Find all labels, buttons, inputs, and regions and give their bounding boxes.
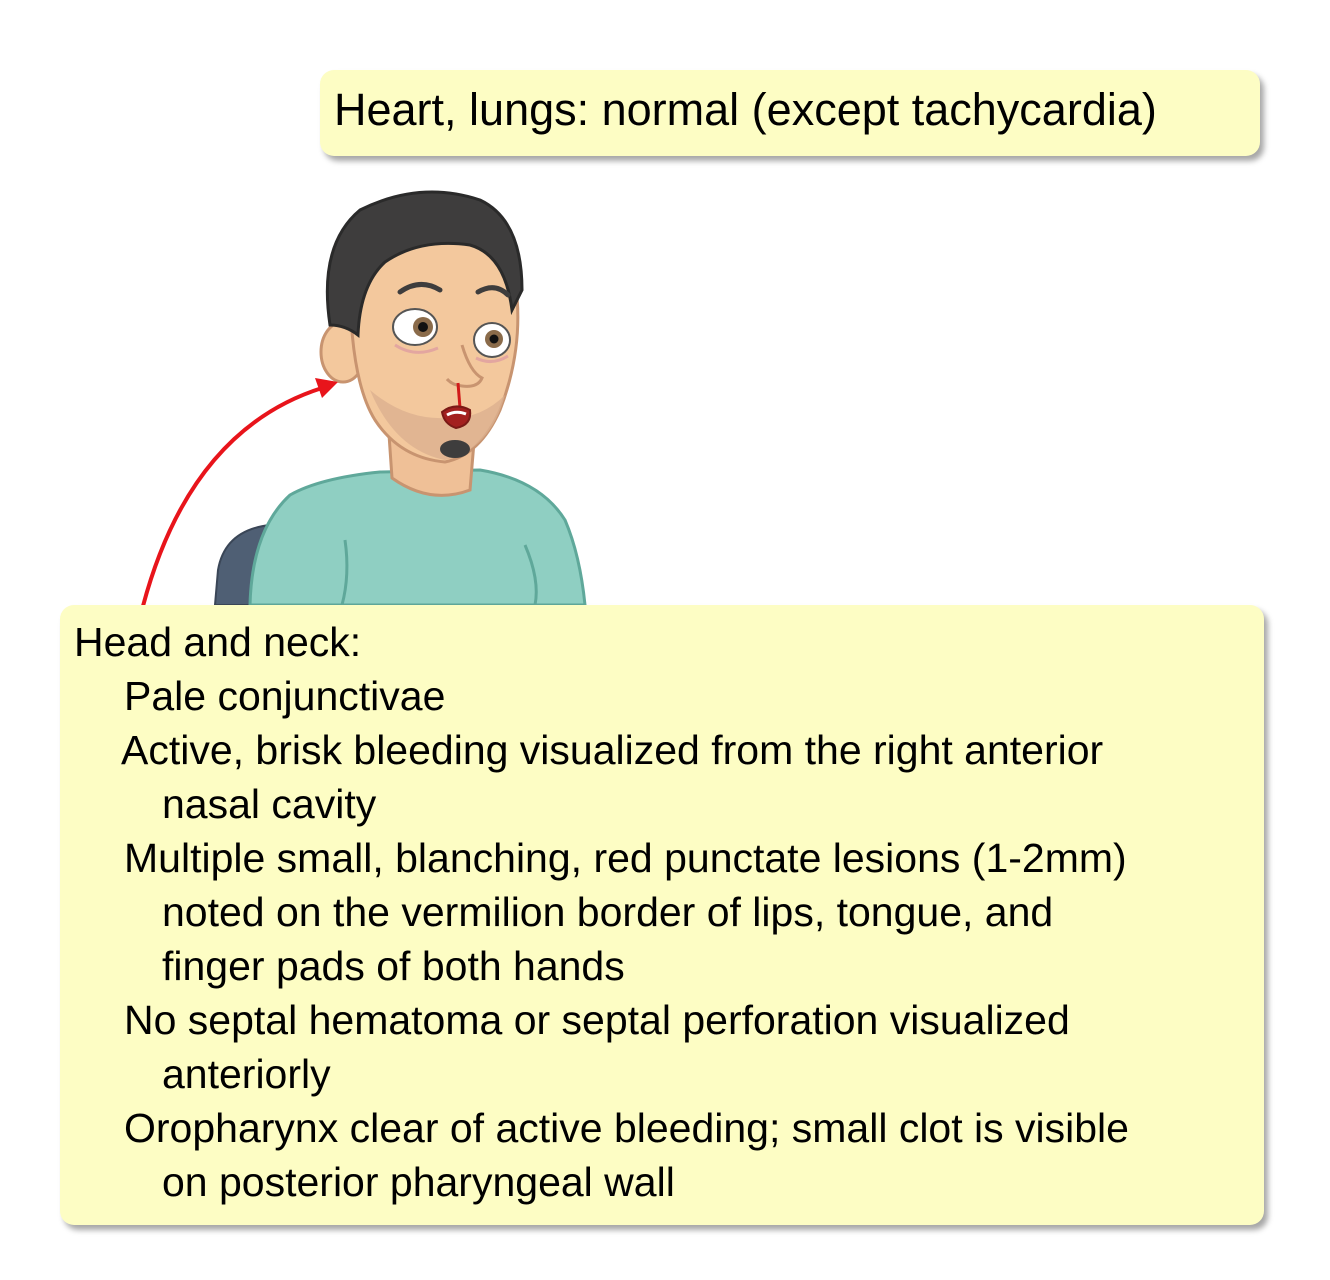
finding-text: Multiple small, blanching, red punctate lesions (1-2mm): [124, 835, 1127, 881]
finding-text: No septal hematoma or septal perforation visualized: [124, 997, 1070, 1043]
heart-lungs-callout: [320, 70, 1260, 156]
finding-text-continued: nasal cavity: [162, 781, 377, 827]
finding-text: Active, brisk bleeding visualized from the right anterior: [121, 727, 1104, 773]
section-heading: Head and neck:: [74, 619, 362, 665]
heart-lungs-text: Heart, lungs: normal (except tachycardia): [334, 84, 1157, 135]
finding-text: Pale conjunctivae: [124, 673, 446, 719]
finding-text-continued: noted on the vermilion border of lips, tongue, and: [162, 889, 1054, 935]
curved-arrow-line: [143, 388, 322, 606]
finding-text-continued: anteriorly: [162, 1051, 331, 1097]
finding-text: Oropharynx clear of active bleeding; small clot is visible: [124, 1105, 1129, 1151]
finding-text-continued: finger pads of both hands: [162, 943, 625, 989]
head-neck-callout: [60, 605, 1264, 1225]
finding-text-continued: on posterior pharyngeal wall: [162, 1159, 675, 1205]
